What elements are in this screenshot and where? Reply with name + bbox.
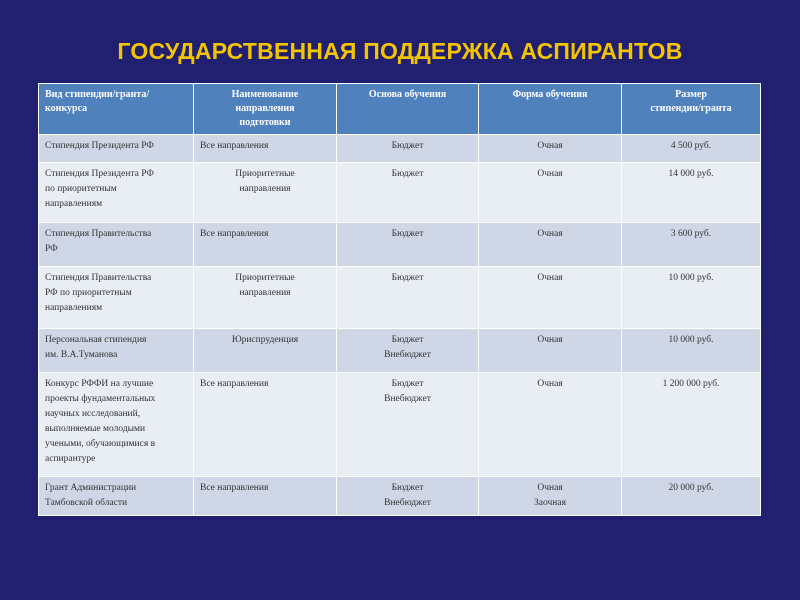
- cell-basis: Бюджет: [337, 223, 479, 267]
- support-table: [38, 83, 761, 516]
- table-header-row: [39, 84, 761, 135]
- cell-form: Очная: [479, 135, 622, 163]
- cell-form: Очная Заочная: [479, 477, 622, 516]
- cell-amount: 10 000 руб.: [622, 267, 761, 329]
- cell-amount: 4 500 руб.: [622, 135, 761, 163]
- cell-direction: Все направления: [194, 135, 337, 163]
- table-row: [39, 373, 761, 477]
- header-type: Вид стипендии/гранта/ конкурса: [39, 84, 194, 135]
- cell-direction: Все направления: [194, 223, 337, 267]
- cell-amount: 1 200 000 руб.: [622, 373, 761, 477]
- header-direction: Наименование направления подготовки: [194, 84, 337, 135]
- page-title: ГОСУДАРСТВЕННАЯ ПОДДЕРЖКА АСПИРАНТОВ: [117, 38, 683, 64]
- table-row: [39, 135, 761, 163]
- cell-basis: Бюджет: [337, 135, 479, 163]
- cell-type: Стипендия Президента РФ по приоритетным направлениям: [39, 163, 194, 223]
- cell-direction: Приоритетные направления: [194, 163, 337, 223]
- cell-type: Стипендия Президента РФ: [39, 135, 194, 163]
- cell-direction: Все направления: [194, 373, 337, 477]
- cell-type: Стипендия Правительства РФ по приоритетным направлениям: [39, 267, 194, 329]
- table-row: [39, 329, 761, 373]
- cell-type: Конкурс РФФИ на лучшие проекты фундаментальных научных исследований, выполняемые молодыми учеными, обучающимися в аспирантуре: [39, 373, 194, 477]
- cell-direction: Приоритетные направления: [194, 267, 337, 329]
- table-row: [39, 267, 761, 329]
- table-row: [39, 223, 761, 267]
- cell-direction: Все направления: [194, 477, 337, 516]
- header-basis: Основа обучения: [337, 84, 479, 135]
- cell-amount: 3 600 руб.: [622, 223, 761, 267]
- cell-type: Персональная стипендия им. В.А.Туманова: [39, 329, 194, 373]
- cell-amount: 10 000 руб.: [622, 329, 761, 373]
- header-form: Форма обучения: [479, 84, 622, 135]
- cell-form: Очная: [479, 267, 622, 329]
- table-row: [39, 163, 761, 223]
- cell-direction: Юриспруденция: [194, 329, 337, 373]
- cell-basis: Бюджет Внебюджет: [337, 329, 479, 373]
- cell-amount: 20 000 руб.: [622, 477, 761, 516]
- header-amount: Размер стипендии/гранта: [622, 84, 761, 135]
- cell-type: Грант Администрации Тамбовской области: [39, 477, 194, 516]
- cell-form: Очная: [479, 223, 622, 267]
- cell-basis: Бюджет: [337, 267, 479, 329]
- cell-type: Стипендия Правительства РФ: [39, 223, 194, 267]
- cell-form: Очная: [479, 163, 622, 223]
- cell-basis: Бюджет: [337, 163, 479, 223]
- cell-form: Очная: [479, 373, 622, 477]
- cell-basis: Бюджет Внебюджет: [337, 477, 479, 516]
- cell-basis: Бюджет Внебюджет: [337, 373, 479, 477]
- cell-amount: 14 000 руб.: [622, 163, 761, 223]
- cell-form: Очная: [479, 329, 622, 373]
- table-row: [39, 477, 761, 516]
